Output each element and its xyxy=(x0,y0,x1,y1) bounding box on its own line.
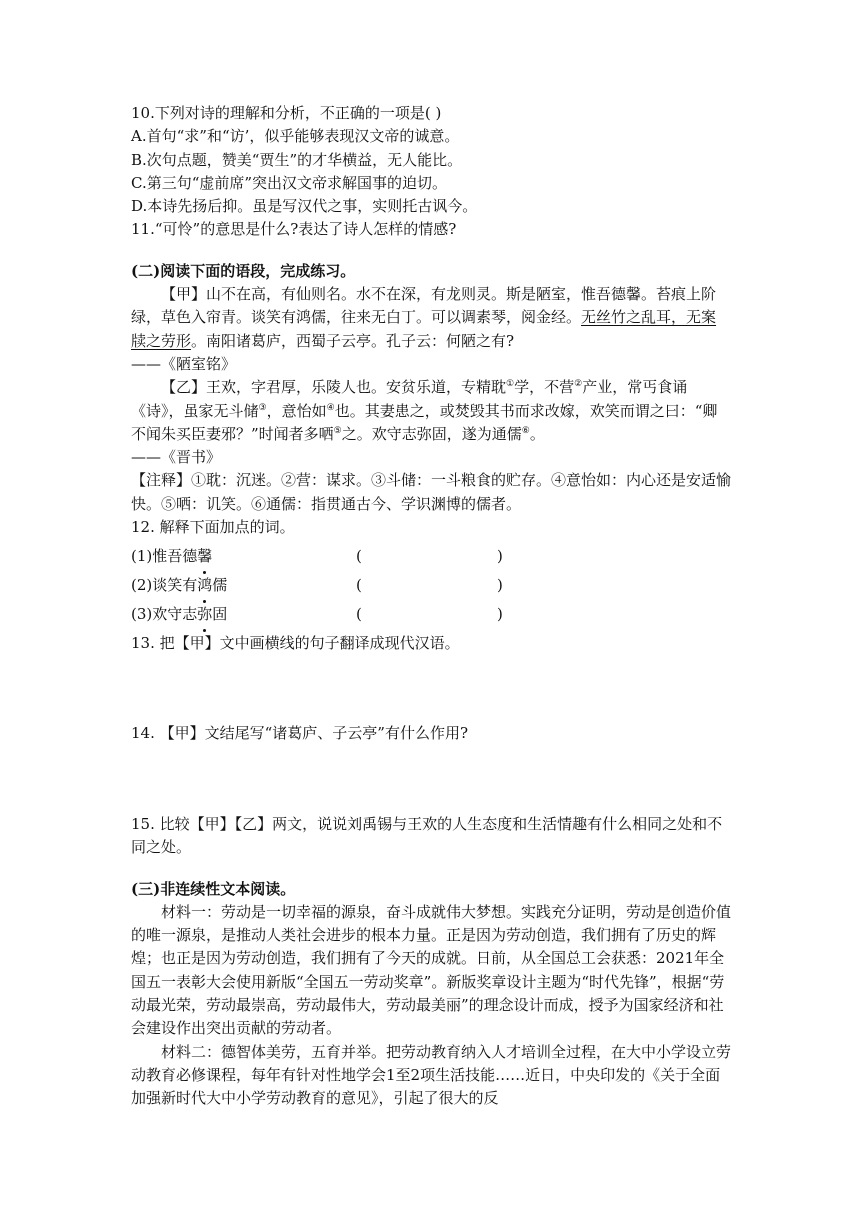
word-text: (2)谈笑有 xyxy=(131,576,198,595)
q12-item xyxy=(131,603,731,626)
note-mark: ① xyxy=(506,379,515,390)
yi-text: ，意怡如 xyxy=(266,401,327,420)
yi-text: 【乙】王欢，字君厚，乐陵人也。安贫乐道，专精耽 xyxy=(161,378,507,397)
note-mark: ② xyxy=(574,379,583,390)
word-text: 固 xyxy=(212,605,228,624)
note-mark: ④ xyxy=(326,402,335,413)
q10-stem: 10.下列对诗的理解和分析，不正确的一项是( ) xyxy=(131,104,442,122)
yi-text: 也。其妻患之，或焚毁其书而求改嫁，欢笑而谓之曰：“卿不闻朱买臣妻邪？”时闻者多哂 xyxy=(131,401,718,443)
note-mark: ⑤ xyxy=(333,425,342,436)
q15: 15. 比较【甲】【乙】两文，说说刘禹锡与王欢的人生态度和生活情趣有什么相同之处和不同之处。 xyxy=(131,814,723,857)
q12-item xyxy=(131,574,731,597)
q10-option-a: A.首句“求”和“访’，似乎能够表现汉文帝的诚意。 xyxy=(131,127,460,146)
answer-space xyxy=(131,656,731,714)
answer-paren-close: ) xyxy=(497,547,503,566)
passage-yi xyxy=(131,376,731,446)
note-mark: ⑥ xyxy=(521,425,530,436)
page-content xyxy=(131,102,731,1111)
q11: 11.“可怜”的意思是什么?表达了诗人怎样的情感? xyxy=(131,220,457,239)
yi-text: 产业，常丐食诵《诗》，虽家无斗储 xyxy=(131,378,688,420)
answer-paren-close: ) xyxy=(497,576,503,595)
note-mark: ③ xyxy=(258,402,267,413)
q12-word xyxy=(131,545,356,568)
jia-text-after: 。南阳诸葛庐，西蜀子云亭。孔子云：何陋之有? xyxy=(191,331,515,350)
material-2: 材料二：德智体美劳，五育并举。把劳动教育纳入人才培训全过程，在大中小学设立劳动教育必修课程，每年有针对性地学会1至2项生活技能……近日，中央印发的《关于全面加强新时代大中小学劳动教育的意见》，引起了很大的反 xyxy=(131,1042,732,1108)
section2-heading: (二)阅读下面的语段，完成练习。 xyxy=(131,261,356,280)
dotted-char: 馨 xyxy=(197,545,212,568)
word-text: 儒 xyxy=(212,576,228,595)
q10-option-d: D.本诗先扬后抑。虽是写汉代之事，实则托古讽今。 xyxy=(131,197,478,216)
word-text: (3)欢守志 xyxy=(131,605,198,624)
jia-underlined-sentence: 无丝竹之乱耳，无案牍之劳形 xyxy=(131,308,717,350)
yi-text: 。 xyxy=(529,424,545,443)
jia-source: ——《陋室铭》 xyxy=(131,354,237,373)
yi-text: 学，不营 xyxy=(514,378,575,397)
answer-paren-open: ( xyxy=(356,576,362,595)
answer-space xyxy=(131,745,731,803)
yi-text: 之。欢守志弥固，遂为通儒 xyxy=(341,424,522,443)
q12-stem: 12. 解释下面加点的词。 xyxy=(131,518,295,537)
q10-option-c: C.第三句“虚前席”突出汉文帝求解国事的迫切。 xyxy=(131,173,448,192)
q12-item xyxy=(131,545,731,568)
yi-source: ——《晋书》 xyxy=(131,448,222,467)
q14: 14. 【甲】文结尾写“诸葛庐、子云亭”有什么作用? xyxy=(131,723,469,742)
material-1: 材料一：劳动是一切幸福的源泉，奋斗成就伟大梦想。实践充分证明，劳动是创造价值的唯一源泉，是推动人类社会进步的根本力量。正是因为劳动创造，我们拥有了历史的辉煌；也正是因为劳动创造，我们拥有了今天的成就。日前，从全国总工会获悉：2021年全国五一表彰大会使用新版“全国五一劳动奖章”。新版奖章设计主题为“时代先锋”，根据“劳动最光荣，劳动最崇高，劳动最伟大，劳动最美丽”的理念设计而成，授予为国家经济和社会建设作出突出贡献的劳动者。 xyxy=(131,902,732,1038)
q12-word xyxy=(131,603,356,626)
q13: 13. 把【甲】文中画横线的句子翻译成现代汉语。 xyxy=(131,634,460,653)
word-text: (1)惟吾德 xyxy=(131,547,198,566)
annotations: 【注释】①耽：沉迷。②营：谋求。③斗储：一斗粮食的贮存。④意怡如：内心还是安适愉快。⑤哂：讥笑。⑥通儒：指贯通古今、学识渊博的儒者。 xyxy=(131,471,732,513)
answer-paren-open: ( xyxy=(356,547,362,566)
dotted-char: 鸿 xyxy=(197,574,212,597)
dotted-char: 弥 xyxy=(197,603,212,626)
q12-word xyxy=(131,574,356,597)
answer-paren-open: ( xyxy=(356,605,362,624)
answer-paren-close: ) xyxy=(497,605,503,624)
passage-jia xyxy=(131,283,731,353)
section3-heading: (三)非连续性文本阅读。 xyxy=(131,879,296,898)
q10-option-b: B.次句点题，赞美“贾生”的才华横益，无人能比。 xyxy=(131,150,463,169)
jia-text-before: 【甲】山不在高，有仙则名。水不在深，有龙则灵。斯是陋室，惟吾德馨。苔痕上阶绿，草色入帘青。谈笑有鸿儒，往来无白丁。可以调素琴，阅金经。 xyxy=(131,285,717,327)
